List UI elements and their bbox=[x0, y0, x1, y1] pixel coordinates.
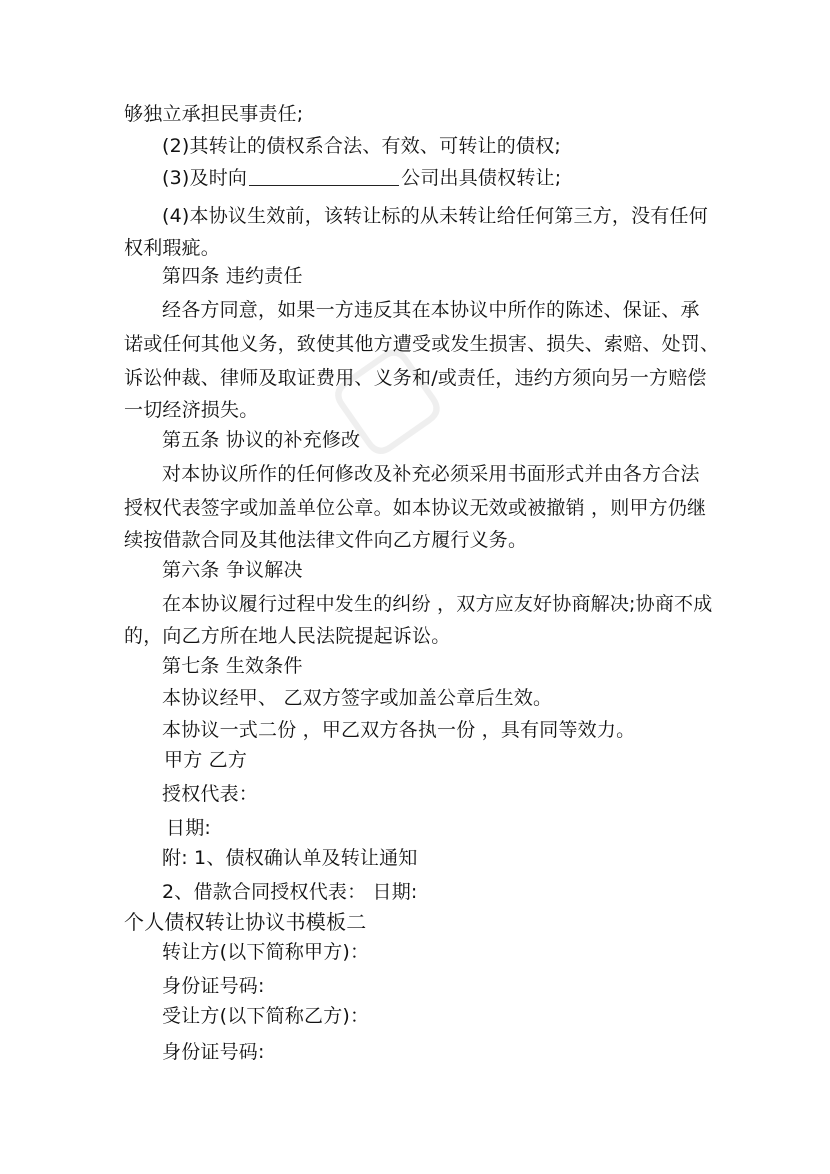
text-line: (2)其转让的债权系合法、有效、可转让的债权; bbox=[162, 135, 561, 157]
signature-label: 授权代表： bbox=[162, 783, 259, 805]
signature-parties: 甲方 乙方 bbox=[164, 749, 248, 771]
section-heading: 第七条 生效条件 bbox=[162, 655, 303, 677]
section-heading: 第五条 协议的补充修改 bbox=[162, 429, 361, 451]
text-line: 经各方同意，如果一方违反其在本协议中所作的陈述、保证、承 bbox=[162, 299, 700, 321]
attachment-line: 附: 1、债权确认单及转让通知 bbox=[162, 847, 418, 869]
fill-in-blank bbox=[249, 167, 399, 186]
text-line: 权利瑕疵。 bbox=[124, 237, 221, 259]
text-line: 诉讼仲裁、律师及取证费用、义务和/或责任，违约方须向另一方赔偿 bbox=[124, 367, 707, 389]
field-label: 转让方(以下简称甲方)： bbox=[162, 941, 370, 963]
text-line: 的，向乙方所在地人民法院提起诉讼。 bbox=[124, 625, 451, 647]
text-line: 一切经济损失。 bbox=[124, 399, 259, 421]
field-label: 身份证号码: bbox=[162, 1041, 265, 1063]
text-segment: 公司出具债权转让; bbox=[401, 167, 562, 189]
text-line: 诺或任何其他义务，致使其他方遭受或发生损害、损失、索赔、处罚、 bbox=[124, 333, 720, 355]
text-line bbox=[162, 164, 561, 192]
text-line: 本协议经甲、 乙双方签字或加盖公章后生效。 bbox=[162, 687, 553, 709]
attachment-line: 2、借款合同授权代表： 日期: bbox=[162, 881, 418, 903]
text-line: 在本协议履行过程中发生的纠纷 ，双方应友好协商解决;协商不成 bbox=[162, 593, 713, 615]
field-label: 受让方(以下简称乙方)： bbox=[162, 1005, 370, 1027]
section-heading: 第四条 违约责任 bbox=[162, 265, 303, 287]
text-line: 对本协议所作的任何修改及补充必须采用书面形式并由各方合法 bbox=[162, 463, 700, 485]
text-segment: (3)及时向 bbox=[162, 167, 248, 189]
field-label: 身份证号码: bbox=[162, 975, 265, 997]
template-title: 个人债权转让协议书模板二 bbox=[124, 910, 367, 934]
text-line: (4)本协议生效前，该转让标的从未转让给任何第三方，没有任何 bbox=[162, 205, 708, 227]
text-line: 续按借款合同及其他法律文件向乙方履行义务。 bbox=[124, 529, 528, 551]
text-line: 够独立承担民事责任; bbox=[124, 103, 304, 125]
section-heading: 第六条 争议解决 bbox=[162, 559, 303, 581]
date-label: 日期: bbox=[166, 817, 212, 839]
text-line: 本协议一式二份 ，甲乙双方各执一份 ，具有同等效力。 bbox=[162, 719, 636, 741]
watermark-mark: ▢ bbox=[302, 311, 462, 477]
text-line: 授权代表签字或加盖单位公章。如本协议无效或被撤销 ，则甲方仍继 bbox=[124, 497, 707, 519]
